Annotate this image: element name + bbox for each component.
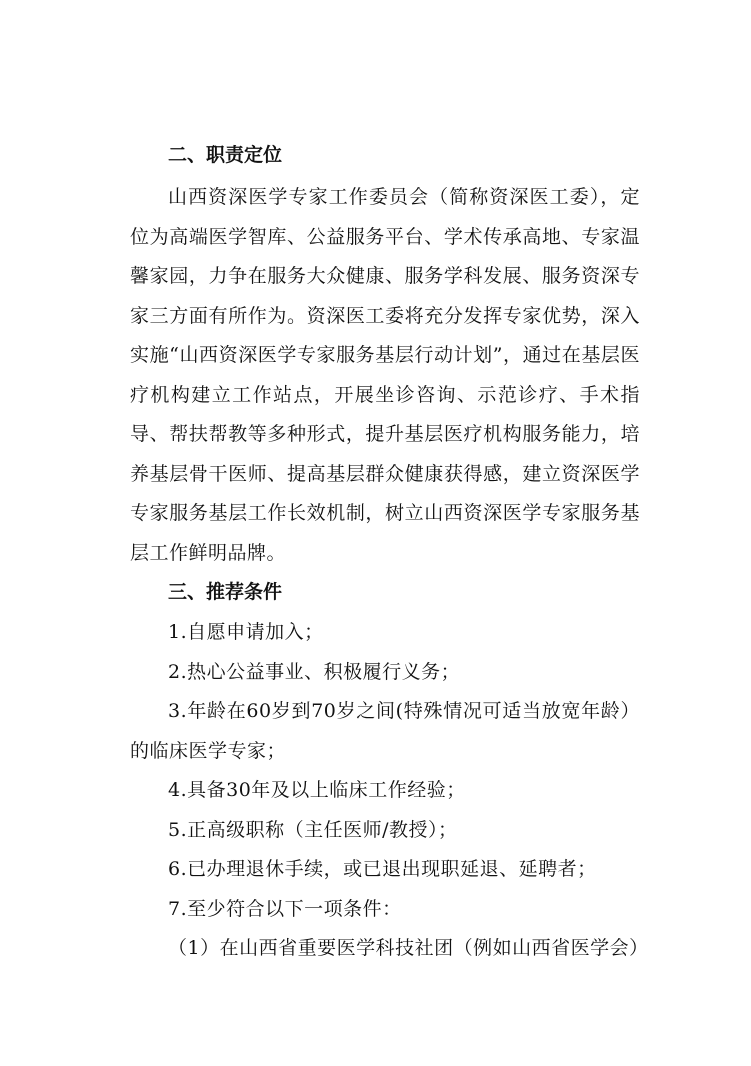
- document-content: [130, 140, 649, 969]
- condition-item-7: 7.至少符合以下一项条件：: [168, 897, 402, 920]
- condition-subitem-1: （1）在山西省重要医学科技社团（例如山西省医学会）: [168, 937, 649, 959]
- condition-item-4: 4.具备30年及以上临床工作经验；: [168, 779, 466, 801]
- section-heading-duties: 二、职责定位: [168, 144, 283, 166]
- condition-item-1: 1.自愿申请加入；: [168, 621, 324, 643]
- condition-item-2: 2.热心公益事业、积极履行义务；: [168, 660, 461, 683]
- section-heading-conditions: 三、推荐条件: [168, 581, 283, 603]
- condition-item-5: 5.正高级职称（主任医师/教授）；: [168, 818, 458, 841]
- condition-item-3: 3.年龄在60岁到70岁之间(特殊情况可适当放宽年龄）的临床医学专家；: [130, 700, 640, 762]
- section-body-duties: 山西资深医学专家工作委员会（简称资深医工委），定位为高端医学智库、公益服务平台、学术传承高地、专家温馨家园，力争在服务大众健康、服务学科发展、服务资深专家三方面有所作为。资深医工委将充分发挥专家优势，深入实施“山西资深医学专家服务基层行动计划”，通过在基层医疗机构建立工作站点，开展坐诊咨询、示范诊疗、手术指导、帮扶帮教等多种形式，提升基层医疗机构服务能力，培养基层骨干医师、提高基层群众健康获得感，建立资深医学专家服务基层工作长效机制，树立山西资深医学专家服务基层工作鲜明品牌。: [130, 186, 640, 564]
- condition-item-6: 6.已办理退休手续，或已退出现职延退、延聘者；: [168, 858, 597, 880]
